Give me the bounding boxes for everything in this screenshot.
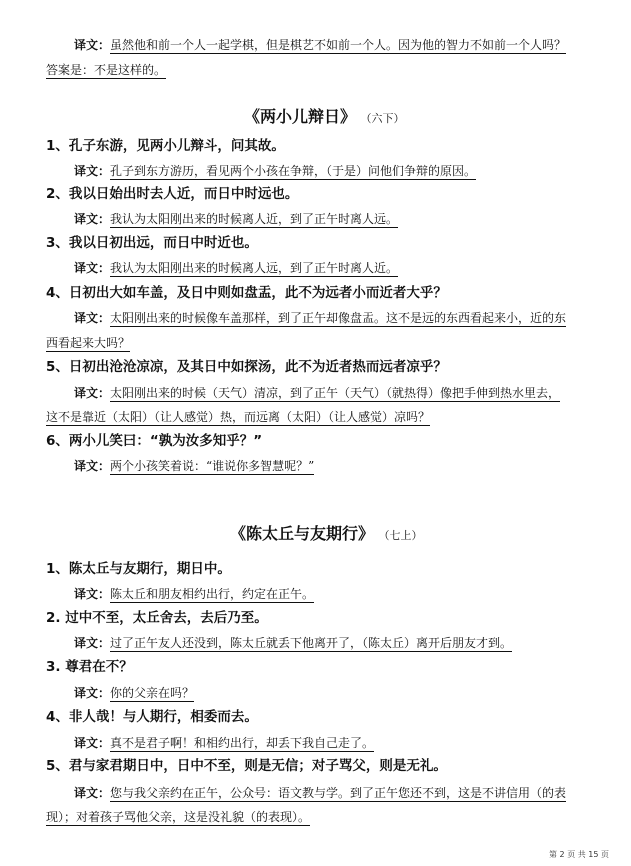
question-line: 2、我以日始出时去人近，而日中时远也。 bbox=[46, 186, 299, 202]
question-line: 4、非人哉！与人期行，相委而去。 bbox=[46, 709, 258, 725]
answer-text: 答案是：不是这样的。 bbox=[46, 63, 167, 77]
question-line: 3、我以日初出远，而日中时近也。 bbox=[46, 235, 258, 251]
question-line: 6、两小儿笑曰：“孰为汝多知乎？” bbox=[46, 433, 263, 449]
translation-text: 虽然他和前一个人一起学棋，但是棋艺不如前一个人。因为他的智力不如前一个人吗？ bbox=[110, 38, 567, 52]
translation-text: 孔子到东方游历，看见两个小孩在争辩，（于是）问他们争辩的原因。 bbox=[110, 164, 477, 178]
section-title-text: 《陈太丘与友期行》 bbox=[230, 524, 375, 543]
translation-line bbox=[74, 457, 314, 475]
section-title-text: 《两小儿辩日》 bbox=[244, 107, 357, 126]
translation-text: 太阳刚出来的时候像车盖那样，到了正午却像盘盂。这不是远的东西看起来小，近的东 bbox=[110, 311, 567, 325]
translation-text: 真不是君子啊！和相约出行，却丢下我自己走了。 bbox=[110, 736, 375, 750]
translation-line bbox=[46, 334, 130, 352]
translation-text: 两个小孩笑着说：“谁说你多智慧呢？” bbox=[110, 459, 315, 473]
translation-text: 您与我父亲约在正午，公众号：语文教与学。到了正午您还不到，这是不讲信用（的表 bbox=[110, 786, 567, 800]
translation-line bbox=[74, 210, 398, 228]
translation-text: 西看起来大吗？ bbox=[46, 336, 131, 350]
question-line: 5、日初出沧沧凉凉，及其日中如探汤，此不为近者热而远者凉乎？ bbox=[46, 359, 447, 375]
translation-line bbox=[74, 259, 398, 277]
question-line: 2. 过中不至，太丘舍去，去后乃至。 bbox=[46, 610, 268, 626]
translation-label: 译文： bbox=[74, 736, 111, 750]
question-line: 1、孔子东游，见两小儿辩斗，问其故。 bbox=[46, 138, 285, 154]
translation-text: 太阳刚出来的时候（天气）清凉，到了正午（天气）（就热得）像把手伸到热水里去， bbox=[110, 386, 561, 400]
translation-text: 我认为太阳刚出来的时候离人远，到了正午时离人近。 bbox=[110, 261, 399, 275]
translation-line bbox=[46, 808, 310, 826]
translation-line bbox=[74, 784, 566, 802]
page-number: 第 2 页 共 15 页 bbox=[549, 850, 609, 859]
translation-line bbox=[74, 162, 476, 180]
translation-line bbox=[74, 585, 314, 603]
translation-label: 译文： bbox=[74, 386, 111, 400]
translation-text: 你的父亲在吗？ bbox=[110, 686, 195, 700]
translation-line bbox=[74, 384, 560, 402]
question-line: 4、日初出大如车盖，及日中则如盘盂，此不为远者小而近者大乎？ bbox=[46, 285, 447, 301]
question-line: 3. 尊君在不？ bbox=[46, 659, 133, 675]
translation-label: 译文： bbox=[74, 261, 111, 275]
translation-line bbox=[74, 634, 512, 652]
translation-label: 译文： bbox=[74, 311, 111, 325]
grade-tag: （七上） bbox=[384, 529, 423, 542]
translation-text: 陈太丘和朋友相约出行，约定在正午。 bbox=[110, 587, 315, 601]
translation-label: 译文： bbox=[74, 164, 111, 178]
translation-line bbox=[74, 36, 566, 54]
section-title bbox=[244, 104, 405, 127]
translation-label: 译文： bbox=[74, 686, 111, 700]
translation-line bbox=[74, 309, 566, 327]
translation-text: 过了正午友人还没到，陈太丘就丢下他离开了，（陈太丘）离开后朋友才到。 bbox=[110, 636, 513, 650]
translation-label: 译文： bbox=[74, 636, 111, 650]
section-title bbox=[230, 521, 423, 544]
grade-tag: （六下） bbox=[366, 112, 405, 125]
translation-line bbox=[46, 408, 430, 426]
translation-label: 译文： bbox=[74, 459, 111, 473]
translation-label: 译文： bbox=[74, 38, 111, 52]
translation-label: 译文： bbox=[74, 587, 111, 601]
question-line: 1、陈太丘与友期行，期日中。 bbox=[46, 561, 231, 577]
translation-label: 译文： bbox=[74, 212, 111, 226]
translation-label: 译文： bbox=[74, 786, 111, 800]
translation-text: 现）；对着孩子骂他父亲，这是没礼貌（的表现）。 bbox=[46, 810, 311, 824]
translation-text: 这不是靠近（太阳）（让人感觉）热，而远离（太阳）（让人感觉）凉吗？ bbox=[46, 410, 431, 424]
translation-text: 我认为太阳刚出来的时候离人近，到了正午时离人远。 bbox=[110, 212, 399, 226]
translation-line bbox=[46, 61, 166, 79]
question-line: 5、君与家君期日中，日中不至，则是无信；对子骂父，则是无礼。 bbox=[46, 758, 447, 774]
translation-line bbox=[74, 684, 194, 702]
translation-line bbox=[74, 734, 374, 752]
